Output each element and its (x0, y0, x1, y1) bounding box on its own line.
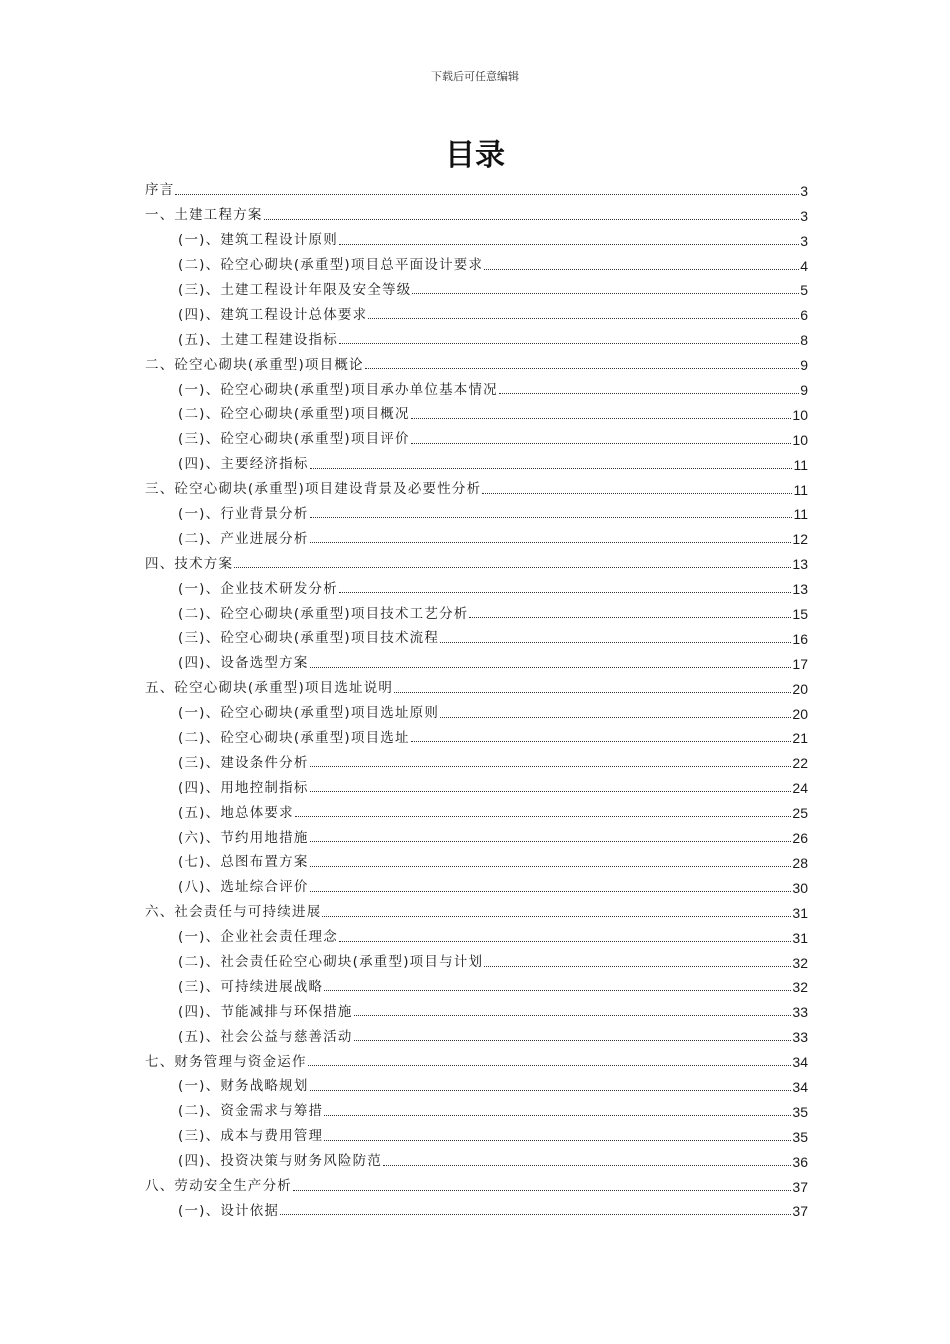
toc-page-number: 3 (800, 232, 808, 249)
toc-section-row[interactable] (145, 1171, 808, 1196)
toc-subsection-row[interactable] (145, 996, 808, 1021)
toc-subsection-row[interactable] (145, 947, 808, 972)
toc-dot-leader (411, 741, 792, 742)
toc-dot-leader (280, 1214, 791, 1215)
toc-section-row[interactable] (145, 673, 808, 698)
toc-subsection-row[interactable] (145, 922, 808, 947)
toc-subsection-row[interactable] (145, 847, 808, 872)
toc-entry-label: (一)、砼空心砌块(承重型)项目承办单位基本情况 (178, 381, 498, 398)
toc-entry-label: (一)、设计依据 (178, 1202, 280, 1219)
toc-subsection-row[interactable] (145, 573, 808, 598)
toc-section-row[interactable] (145, 1046, 808, 1071)
toc-dot-leader (310, 791, 792, 792)
toc-entry-label: (四)、投资决策与财务风险防范 (178, 1153, 383, 1170)
toc-subsection-row[interactable] (145, 623, 808, 648)
toc-dot-leader (295, 816, 792, 817)
toc-page-number: 22 (792, 755, 808, 772)
toc-page-number: 34 (792, 1054, 808, 1071)
toc-dot-leader (293, 1190, 791, 1191)
toc-entry-label: (二)、资金需求与筹措 (178, 1103, 324, 1120)
toc-subsection-row[interactable] (145, 523, 808, 548)
toc-dot-leader (308, 1065, 792, 1066)
toc-dot-leader (234, 567, 791, 568)
toc-page-number: 8 (800, 332, 808, 349)
toc-entry-label: (四)、建筑工程设计总体要求 (178, 306, 368, 323)
toc-subsection-row[interactable] (145, 399, 808, 424)
toc-dot-leader (322, 916, 791, 917)
toc-entry-label: (二)、砼空心砌块(承重型)项目概况 (178, 406, 410, 423)
toc-page-number: 12 (792, 531, 808, 548)
toc-dot-leader (339, 592, 791, 593)
toc-entry-label: (二)、砼空心砌块(承重型)项目选址 (178, 729, 410, 746)
toc-entry-label: (一)、企业技术研发分析 (178, 580, 338, 597)
toc-page-number: 10 (792, 406, 808, 423)
toc-entry-label: (三)、建设条件分析 (178, 754, 309, 771)
toc-page-number: 9 (800, 382, 808, 399)
toc-entry-label: 四、技术方案 (145, 555, 234, 572)
toc-page-number: 13 (792, 556, 808, 573)
toc-dot-leader (310, 1090, 792, 1091)
toc-page-number: 3 (800, 182, 808, 199)
toc-subsection-row[interactable] (145, 499, 808, 524)
toc-subsection-row[interactable] (145, 723, 808, 748)
toc-page-number: 26 (792, 830, 808, 847)
toc-page-number: 31 (792, 904, 808, 921)
toc-entry-label: 八、劳动安全生产分析 (145, 1178, 292, 1195)
toc-dot-leader (310, 468, 793, 469)
toc-entry-label: (六)、节约用地措施 (178, 829, 309, 846)
table-of-contents (145, 175, 808, 1220)
toc-subsection-row[interactable] (145, 1146, 808, 1171)
toc-page-number: 32 (792, 979, 808, 996)
toc-page-number: 6 (800, 307, 808, 324)
toc-subsection-row[interactable] (145, 648, 808, 673)
toc-subsection-row[interactable] (145, 299, 808, 324)
toc-dot-leader (411, 443, 792, 444)
toc-subsection-row[interactable] (145, 972, 808, 997)
toc-dot-leader (482, 493, 792, 494)
toc-subsection-row[interactable] (145, 449, 808, 474)
toc-entry-label: (三)、可持续进展战略 (178, 978, 324, 995)
toc-page-number: 20 (792, 705, 808, 722)
toc-dot-leader (339, 343, 799, 344)
toc-dot-leader (339, 244, 799, 245)
toc-subsection-row[interactable] (145, 698, 808, 723)
toc-dot-leader (440, 717, 791, 718)
toc-page-number: 13 (792, 581, 808, 598)
toc-dot-leader (412, 293, 799, 294)
toc-dot-leader (354, 1040, 792, 1041)
toc-entry-label: (四)、用地控制指标 (178, 779, 309, 796)
toc-page-number: 30 (792, 879, 808, 896)
toc-dot-leader (383, 1165, 791, 1166)
toc-dot-leader (484, 966, 791, 967)
toc-page-number: 10 (792, 431, 808, 448)
toc-entry-label: (四)、设备选型方案 (178, 655, 309, 672)
toc-entry-label: (一)、企业社会责任理念 (178, 929, 338, 946)
toc-section-row[interactable] (145, 200, 808, 225)
toc-entry-label: 一、土建工程方案 (145, 207, 263, 224)
toc-entry-label: (八)、选址综合评价 (178, 879, 309, 896)
toc-page-number: 21 (792, 730, 808, 747)
toc-entry-label: (四)、节能减排与环保措施 (178, 1003, 353, 1020)
toc-page-number: 37 (792, 1203, 808, 1220)
toc-page-number: 24 (792, 780, 808, 797)
toc-subsection-row[interactable] (145, 424, 808, 449)
toc-page-number: 33 (792, 1029, 808, 1046)
toc-dot-leader (264, 219, 800, 220)
toc-page-number: 25 (792, 805, 808, 822)
toc-page-number: 11 (793, 481, 808, 498)
toc-dot-leader (411, 418, 792, 419)
toc-entry-label: (三)、土建工程设计年限及安全等级 (178, 281, 412, 298)
toc-subsection-row[interactable] (145, 250, 808, 275)
toc-subsection-row[interactable] (145, 822, 808, 847)
toc-dot-leader (310, 891, 792, 892)
toc-page-number: 33 (792, 1004, 808, 1021)
toc-section-row[interactable] (145, 548, 808, 573)
toc-entry-label: (二)、砼空心砌块(承重型)项目技术工艺分析 (178, 605, 469, 622)
toc-dot-leader (440, 642, 791, 643)
toc-subsection-row[interactable] (145, 225, 808, 250)
toc-entry-label: (四)、主要经济指标 (178, 456, 309, 473)
toc-entry-label: 五、砼空心砌块(承重型)项目选址说明 (145, 680, 394, 697)
toc-dot-leader (310, 766, 792, 767)
toc-dot-leader (324, 1115, 791, 1116)
toc-dot-leader (484, 269, 799, 270)
toc-page-number: 15 (792, 606, 808, 623)
toc-subsection-row[interactable] (145, 324, 808, 349)
toc-dot-leader (310, 866, 792, 867)
toc-page-number: 17 (792, 655, 808, 672)
toc-page-number: 9 (800, 357, 808, 374)
toc-section-row[interactable] (145, 474, 808, 499)
toc-page-number: 4 (800, 257, 808, 274)
toc-entry-label: (二)、产业进展分析 (178, 530, 309, 547)
toc-page-number: 11 (793, 456, 808, 473)
toc-entry-label: (二)、社会责任砼空心砌块(承重型)项目与计划 (178, 954, 484, 970)
toc-subsection-row[interactable] (145, 374, 808, 399)
toc-entry-label: 七、财务管理与资金运作 (145, 1053, 307, 1070)
toc-dot-leader (365, 368, 799, 369)
toc-entry-label: 三、砼空心砌块(承重型)项目建设背景及必要性分析 (145, 481, 482, 498)
toc-entry-label: (三)、砼空心砌块(承重型)项目评价 (178, 431, 410, 448)
toc-dot-leader (368, 318, 799, 319)
toc-dot-leader (339, 941, 791, 942)
toc-dot-leader (324, 990, 791, 991)
toc-page-number: 34 (792, 1078, 808, 1095)
toc-entry-label: 二、砼空心砌块(承重型)项目概论 (145, 356, 364, 373)
toc-page-number: 5 (800, 282, 808, 299)
toc-dot-leader (469, 617, 791, 618)
toc-entry-label: (一)、砼空心砌块(承重型)项目选址原则 (178, 705, 440, 722)
toc-entry-label: (一)、建筑工程设计原则 (178, 232, 338, 249)
toc-page-number: 3 (800, 207, 808, 224)
toc-subsection-row[interactable] (145, 1021, 808, 1046)
toc-section-row[interactable] (145, 897, 808, 922)
toc-entry-label: (五)、地总体要求 (178, 804, 294, 821)
toc-page-number: 32 (792, 954, 808, 971)
toc-dot-leader (310, 841, 792, 842)
toc-entry-label: 序言 (145, 182, 175, 199)
toc-page-number: 16 (792, 630, 808, 647)
toc-entry-label: (一)、财务战略规划 (178, 1078, 309, 1095)
toc-dot-leader (310, 542, 792, 543)
toc-dot-leader (499, 393, 799, 394)
toc-page-number: 37 (792, 1178, 808, 1195)
toc-subsection-row[interactable] (145, 275, 808, 300)
toc-subsection-row[interactable] (145, 1071, 808, 1096)
page-title: 目录 (445, 138, 505, 173)
toc-subsection-row[interactable] (145, 1096, 808, 1121)
toc-dot-leader (310, 667, 792, 668)
toc-entry-label: (一)、行业背景分析 (178, 505, 309, 522)
toc-entry-label: (五)、社会公益与慈善活动 (178, 1028, 353, 1045)
toc-subsection-row[interactable] (145, 772, 808, 797)
toc-dot-leader (324, 1140, 791, 1141)
toc-subsection-row[interactable] (145, 797, 808, 822)
toc-page-number: 11 (793, 506, 808, 523)
toc-subsection-row[interactable] (145, 598, 808, 623)
toc-page-number: 36 (792, 1153, 808, 1170)
toc-subsection-row[interactable] (145, 1196, 808, 1221)
toc-subsection-row[interactable] (145, 1121, 808, 1146)
toc-entry-label: (三)、砼空心砌块(承重型)项目技术流程 (178, 630, 440, 647)
toc-page-number: 20 (792, 680, 808, 697)
toc-section-row[interactable] (145, 175, 808, 200)
toc-page-number: 31 (792, 929, 808, 946)
toc-page-number: 35 (792, 1103, 808, 1120)
toc-entry-label: (二)、砼空心砌块(承重型)项目总平面设计要求 (178, 257, 484, 274)
toc-entry-label: (五)、土建工程建设指标 (178, 331, 338, 348)
toc-subsection-row[interactable] (145, 872, 808, 897)
toc-section-row[interactable] (145, 349, 808, 374)
toc-entry-label: (七)、总图布置方案 (178, 854, 309, 871)
header-note: 下载后可任意编辑 (431, 70, 519, 83)
toc-dot-leader (310, 517, 793, 518)
toc-page-number: 28 (792, 854, 808, 871)
toc-dot-leader (354, 1015, 792, 1016)
toc-entry-label: (三)、成本与费用管理 (178, 1128, 324, 1145)
toc-dot-leader (175, 194, 799, 195)
toc-page-number: 35 (792, 1128, 808, 1145)
toc-entry-label: 六、社会责任与可持续进展 (145, 904, 322, 921)
toc-dot-leader (394, 692, 791, 693)
toc-subsection-row[interactable] (145, 747, 808, 772)
